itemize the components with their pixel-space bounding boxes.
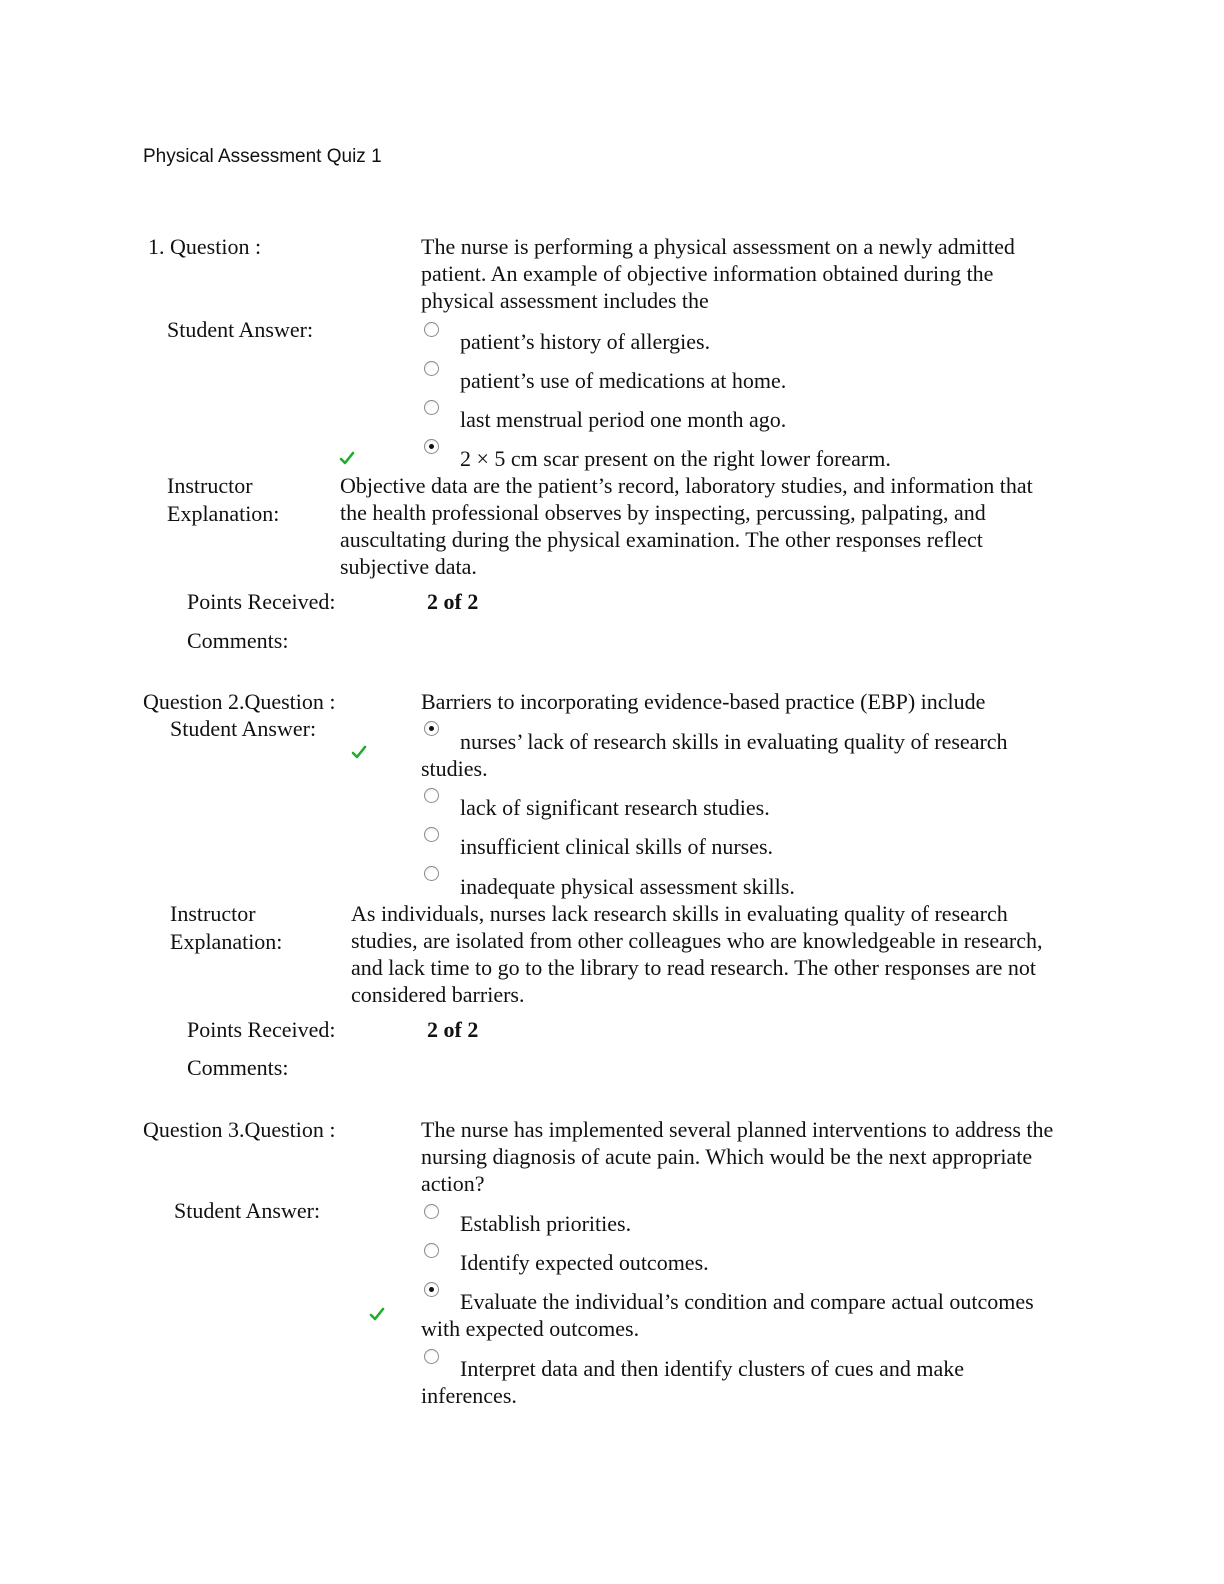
q2-option-4-text: inadequate physical assessment skills. [460, 874, 795, 899]
q2-option-3-radio-icon[interactable] [424, 827, 439, 842]
q3-student-answer-label: Student Answer: [174, 1198, 321, 1223]
q1-option-1-text: patient’s history of allergies. [460, 329, 711, 354]
q1-student-answer-label: Student Answer: [167, 317, 314, 342]
q2-question-text: Barriers to incorporating evidence-based practice (EBP) include [421, 689, 986, 714]
q3-question-label: Question 3.Question : [143, 1117, 336, 1142]
q1-explanation-text: Objective data are the patient’s record, laboratory studies, and information that the health professional observes by inspecting, percussing, palpating, and auscultating during the physical examination. The other responses reflect subjective data. [340, 473, 1033, 579]
q1-instructor-label: Instructor [167, 473, 253, 498]
q1-option-2-radio-icon[interactable] [424, 361, 439, 376]
q2-option-3-text: insufficient clinical skills of nurses. [460, 834, 774, 859]
q1-question-label: 1. Question : [148, 234, 262, 259]
q3-option-3-text: Evaluate the individual’s condition and compare actual outcomes with expected outcomes. [421, 1289, 1034, 1341]
q1-option-4-text: 2 × 5 cm scar present on the right lower forearm. [460, 446, 891, 471]
q2-option-4-radio-icon[interactable] [424, 866, 439, 881]
q2-explanation-text: As individuals, nurses lack research skills in evaluating quality of research studies, are isolated from other colleagues who are knowledgeable in research, and lack time to go to the library to read research. The other responses are not considered barriers. [351, 901, 1043, 1007]
q2-comments-label: Comments: [187, 1055, 289, 1080]
page-title: Physical Assessment Quiz 1 [143, 146, 382, 167]
q1-option-3-text: last menstrual period one month ago. [460, 407, 787, 432]
q1-explanation-label: Explanation: [167, 501, 280, 526]
q2-explanation-label: Explanation: [170, 929, 283, 954]
q1-option-4-radio-icon[interactable] [424, 439, 439, 454]
q2-question-label: Question 2.Question : [143, 689, 336, 714]
q2-option-1-text: nurses’ lack of research skills in evaluating quality of research studies. [421, 729, 1008, 781]
q1-question-text: The nurse is performing a physical assessment on a newly admitted patient. An example of objective information obtained during the physical assessment includes the [421, 234, 1015, 313]
q3-correct-checkmark-icon [369, 1306, 385, 1322]
q2-option-2-text: lack of significant research studies. [460, 795, 770, 820]
q1-option-1-radio-icon[interactable] [424, 322, 439, 337]
q1-points-label: Points Received: [187, 589, 336, 614]
q1-option-2-text: patient’s use of medications at home. [460, 368, 787, 393]
q2-points-value: 2 of 2 [427, 1017, 479, 1042]
q2-option-2-radio-icon[interactable] [424, 788, 439, 803]
q3-option-1-text: Establish priorities. [460, 1211, 632, 1236]
q1-comments-label: Comments: [187, 628, 289, 653]
q3-option-1-radio-icon[interactable] [424, 1204, 439, 1219]
q1-points-value: 2 of 2 [427, 589, 479, 614]
q3-question-text: The nurse has implemented several planned interventions to address the nursing diagnosis of acute pain. Which would be the next appropriate action? [421, 1117, 1054, 1196]
q3-option-2-text: Identify expected outcomes. [460, 1250, 709, 1275]
q3-option-2-radio-icon[interactable] [424, 1243, 439, 1258]
q2-student-answer-label: Student Answer: [170, 716, 317, 741]
q1-option-3-radio-icon[interactable] [424, 400, 439, 415]
q3-option-4-text: Interpret data and then identify clusters of cues and make inferences. [421, 1356, 964, 1408]
q2-correct-checkmark-icon [351, 744, 367, 760]
q2-points-label: Points Received: [187, 1017, 336, 1042]
q2-instructor-label: Instructor [170, 901, 256, 926]
q1-correct-checkmark-icon [339, 450, 355, 466]
